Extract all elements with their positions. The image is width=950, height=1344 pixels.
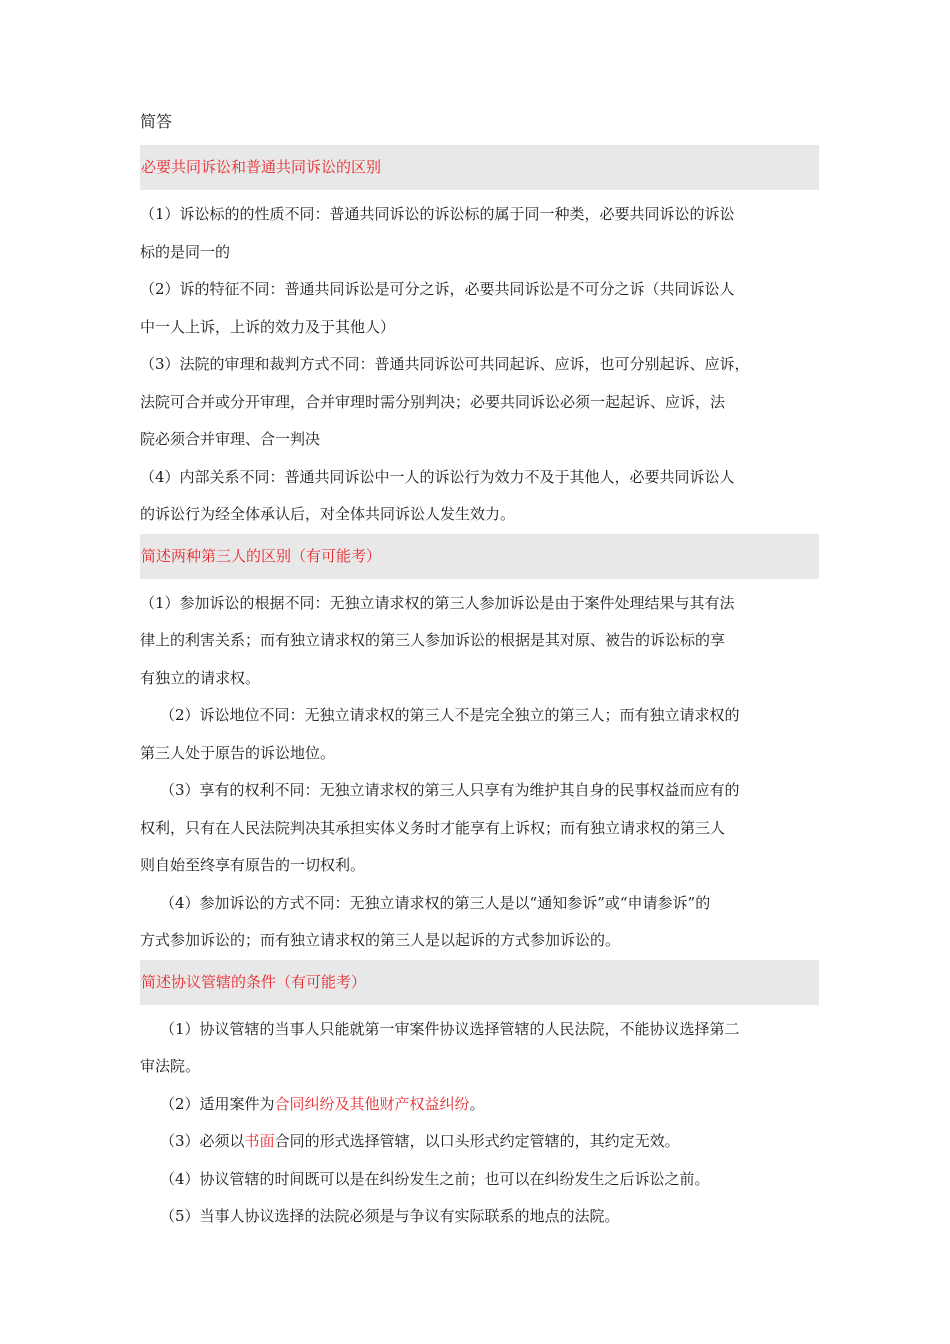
highlight-text: 合同纠纷及其他财产权益纠纷	[274, 1094, 470, 1113]
list-item: （4）内部关系不同：普通共同诉讼中一人的诉讼行为效力不及于其他人，必要共同诉讼人 的诉讼行为经全体承认后，对全体共同诉讼人发生效力。	[140, 467, 735, 523]
list-item: （1）参加诉讼的根据不同：无独立请求权的第三人参加诉讼是由于案件处理结果与其有法 律上的利害关系；而有独立请求权的第三人参加诉讼的根据是其对原、被告的诉讼标的享 有独立的请求权。	[140, 593, 735, 687]
list-item: （5）当事人协议选择的法院必须是与争议有实际联系的地点的法院。	[160, 1207, 620, 1225]
list-item: （2）适用案件为合同纠纷及其他财产权益纠纷。	[160, 1094, 485, 1113]
list-item: （1）协议管辖的当事人只能就第一审案件协议选择管辖的人民法院，不能协议选择第二 审法院。	[140, 1019, 740, 1075]
list-item: （4）协议管辖的时间既可以是在纠纷发生之前；也可以在纠纷发生之后诉讼之前。	[160, 1169, 710, 1188]
list-item: （1）诉讼标的的性质不同：普通共同诉讼的诉讼标的属于同一种类，必要共同诉讼的诉讼 标的是同一的	[140, 205, 735, 261]
section-heading-2: 简述两种第三人的区别（有可能考）	[140, 534, 819, 579]
list-item: （3）法院的审理和裁判方式不同：普通共同诉讼可共同起诉、应诉，也可分别起诉、应诉， 法院可合并或分开审理，合并审理时需分别判决；必要共同诉讼必须一起起诉、应诉，法 院必须合并审理、合一判决	[140, 355, 750, 448]
list-item: （3）享有的权利不同：无独立请求权的第三人只享有为维护其自身的民事权益而应有的 权利，只有在人民法院判决其承担实体义务时才能享有上诉权；而有独立请求权的第三人 则自始至终享有原告的一切权利。	[140, 781, 740, 874]
section-heading-3: 简述协议管辖的条件（有可能考）	[140, 960, 819, 1005]
page-title: 简答	[140, 112, 173, 131]
highlight-text: 书面	[244, 1132, 275, 1150]
list-item: （4）参加诉讼的方式不同：无独立请求权的第三人是以“通知参诉”或“申请参诉”的 方式参加诉讼的；而有独立请求权的第三人是以起诉的方式参加诉讼的。	[140, 893, 711, 949]
document-page	[140, 112, 820, 1236]
list-item: （3）必须以书面合同的形式选择管辖，以口头形式约定管辖的，其约定无效。	[160, 1132, 680, 1150]
section-heading-1: 必要共同诉讼和普通共同诉讼的区别	[140, 145, 819, 190]
list-item: （2）诉的特征不同：普通共同诉讼是可分之诉，必要共同诉讼是不可分之诉（共同诉讼人 中一人上诉，上诉的效力及于其他人）	[140, 280, 735, 336]
list-item: （2）诉讼地位不同：无独立请求权的第三人不是完全独立的第三人；而有独立请求权的 第三人处于原告的诉讼地位。	[140, 706, 740, 762]
